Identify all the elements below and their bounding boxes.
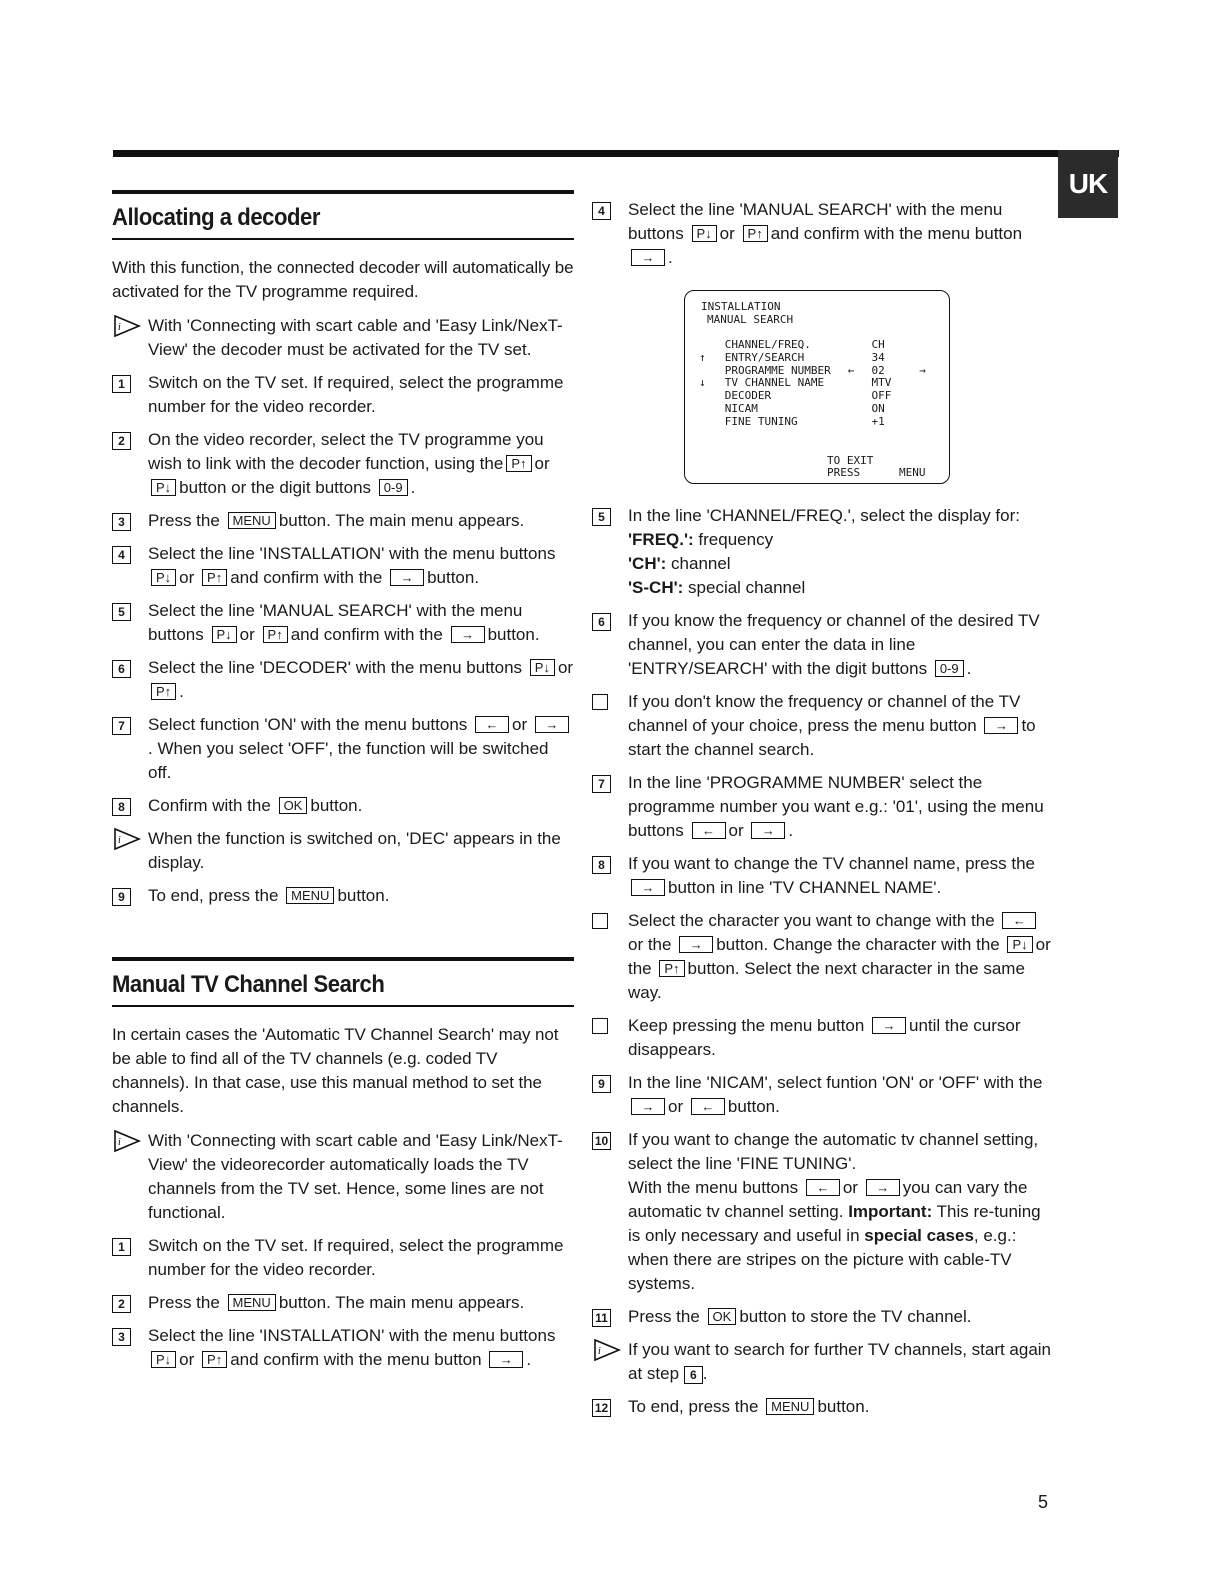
left-arrow-key: ← <box>806 1179 840 1196</box>
step-number: 4 <box>112 546 131 564</box>
step-number: 2 <box>112 432 131 450</box>
right-arrow-key: → <box>751 822 785 839</box>
step-number: 3 <box>112 1328 131 1346</box>
right-arrow-key: → <box>489 1351 523 1368</box>
step-number: 8 <box>112 798 131 816</box>
page-number: 5 <box>1038 1492 1049 1512</box>
section-rule <box>112 1005 574 1007</box>
screen-press-text: PRESS <box>827 466 861 479</box>
step-item: 11 Press the OK button to store the TV channel. <box>592 1305 1054 1329</box>
step-item: 9 In the line 'NICAM', select funtion 'ON' or 'OFF' with the → or ← button. <box>592 1071 1054 1119</box>
step-item: 4 Select the line 'INSTALLATION' with the menu buttons P↓ or P↑ and confirm with the → button. <box>112 542 574 590</box>
step-item: 3 Select the line 'INSTALLATION' with the menu buttons P↓ or P↑ and confirm with the menu button → . <box>112 1324 574 1372</box>
step-item: 7 In the line 'PROGRAMME NUMBER' select the programme number you want e.g.: '01', using the menu buttons ← or → . <box>592 771 1054 843</box>
digit-key: 0-9 <box>935 660 964 677</box>
right-arrow-key: → <box>984 717 1018 734</box>
step-number: 6 <box>112 660 131 678</box>
language-tab: UK <box>1058 150 1118 218</box>
step-item: 2 Press the MENU button. The main menu appears. <box>112 1291 574 1315</box>
step-number: 8 <box>592 856 611 874</box>
p-down-key: P↓ <box>151 479 176 496</box>
checkbox-icon <box>592 913 608 929</box>
p-down-key: P↓ <box>530 659 555 676</box>
step-number: 11 <box>592 1309 611 1327</box>
right-arrow-key: → <box>866 1179 900 1196</box>
step-reference: 6 <box>684 1366 703 1384</box>
tip-item: i When the function is switched on, 'DEC' appears in the display. <box>112 827 574 875</box>
intro-manual: In certain cases the 'Automatic TV Channel Search' may not be able to find all of the TV channels (e.g. coded TV channels). In that case, use this manual method to set the channels. <box>112 1025 559 1116</box>
tip-arrow-icon <box>112 314 142 338</box>
screen-menu-text: MENU <box>899 466 926 479</box>
p-down-key: P↓ <box>692 225 717 242</box>
step-number: 9 <box>112 888 131 906</box>
step-number: 7 <box>592 775 611 793</box>
step-item: 12 To end, press the MENU button. <box>592 1395 1054 1419</box>
right-arrow-key: → <box>535 716 569 733</box>
checkbox-item: Select the character you want to change with the ←or the → button. Change the character with the P↓ or the P↑ button. Select the next character in the same way. <box>592 909 1054 1005</box>
step-number: 5 <box>592 508 611 526</box>
digit-key: 0-9 <box>379 479 408 496</box>
p-up-key: P↑ <box>151 683 176 700</box>
right-arrow-key: → <box>631 879 665 896</box>
section-rule <box>112 957 574 961</box>
step-number: 4 <box>592 202 611 220</box>
right-arrow-key: → <box>872 1017 906 1034</box>
step-item: 2 On the video recorder, select the TV programme you wish to link with the decoder function, using the P↑ or P↓ button or the digit buttons 0-9 . <box>112 428 574 500</box>
p-down-key: P↓ <box>212 626 237 643</box>
svg-text:i: i <box>598 1346 601 1357</box>
p-down-key: P↓ <box>151 1351 176 1368</box>
menu-key: MENU <box>766 1398 814 1415</box>
right-arrow-key: → <box>390 569 424 586</box>
step-number: 9 <box>592 1075 611 1093</box>
step-item: 5 In the line 'CHANNEL/FREQ.', select the display for: 'FREQ.': frequency 'CH': channel 'S-CH': special channel <box>592 504 1054 600</box>
ok-key: OK <box>708 1308 737 1325</box>
section-rule <box>112 238 574 240</box>
ok-key: OK <box>279 797 308 814</box>
section-title-manual: Manual TV Channel Search <box>112 971 385 998</box>
tv-screen-menu <box>684 290 950 484</box>
screen-row: DECODER OFF <box>724 389 892 403</box>
step-item: 1 Switch on the TV set. If required, select the programme number for the video recorder. <box>112 371 574 419</box>
step-number: 12 <box>592 1399 611 1417</box>
p-up-key: P↑ <box>506 455 531 472</box>
step-item: 8 If you want to change the TV channel name, press the → button in line 'TV CHANNEL NAME'. <box>592 852 1054 900</box>
top-rule <box>113 150 1119 157</box>
step-number: 6 <box>592 613 611 631</box>
step-number: 10 <box>592 1132 611 1150</box>
step-item: 6 If you know the frequency or channel of the desired TV channel, you can enter the data in line 'ENTRY/SEARCH' with the digit buttons 0-9 . <box>592 609 1054 681</box>
tip-item: i With 'Connecting with scart cable and 'Easy Link/NexT-View' the decoder must be activated for the TV set. <box>112 314 574 362</box>
step-item: 10 If you want to change the automatic tv channel setting, select the line 'FINE TUNING'. With the menu buttons ← or → you can vary the automatic tv channel setting. Important: This re-tuning is only necessary and useful in special cases, e.g.: when there are stripes on the picture with cable-TV systems. <box>592 1128 1054 1296</box>
step-item: 4 Select the line 'MANUAL SEARCH' with the menu buttons P↓ or P↑ and confirm with the menu button → . <box>592 198 1054 270</box>
screen-row: ↑ ENTRY/SEARCH 34 <box>699 350 885 364</box>
checkbox-item: Keep pressing the menu button → until the cursor disappears. <box>592 1014 1054 1062</box>
tip-arrow-icon <box>112 1129 142 1153</box>
right-arrow-key: → <box>631 249 665 266</box>
step-item: 9 To end, press the MENU button. <box>112 884 574 908</box>
checkbox-icon <box>592 694 608 710</box>
menu-key: MENU <box>228 512 276 529</box>
screen-row: CHANNEL/FREQ. CH <box>724 338 885 351</box>
p-down-key: P↓ <box>1007 936 1032 953</box>
step-item: 1 Switch on the TV set. If required, select the programme number for the video recorder. <box>112 1234 574 1282</box>
right-arrow-key: → <box>679 936 713 953</box>
p-up-key: P↑ <box>202 1351 227 1368</box>
intro-decoder: With this function, the connected decoder will automatically be activated for the TV programme required. <box>112 258 574 301</box>
right-arrow-key: → <box>631 1098 665 1115</box>
right-column <box>592 198 1054 1428</box>
step-number: 1 <box>112 375 131 393</box>
svg-text:i: i <box>118 835 121 846</box>
left-arrow-key: ← <box>691 1098 725 1115</box>
menu-key: MENU <box>228 1294 276 1311</box>
screen-row: NICAM ON <box>724 401 885 415</box>
menu-key: MENU <box>286 887 334 904</box>
checkbox-item: If you don't know the frequency or channel of the TV channel of your choice, press the menu button → to start the channel search. <box>592 690 1054 762</box>
screen-header: INSTALLATION <box>701 300 781 313</box>
screen-row: FINE TUNING +1 <box>724 414 885 428</box>
step-number: 7 <box>112 717 131 735</box>
step-number: 2 <box>112 1295 131 1313</box>
left-column <box>112 190 574 1381</box>
right-arrow-key: → <box>451 626 485 643</box>
p-up-key: P↑ <box>743 225 768 242</box>
left-arrow-key: ← <box>692 822 726 839</box>
step-number: 3 <box>112 513 131 531</box>
svg-text:i: i <box>118 1137 121 1148</box>
p-up-key: P↑ <box>202 569 227 586</box>
step-item: 8 Confirm with the OK button. <box>112 794 574 818</box>
screen-subheader: MANUAL SEARCH <box>707 313 794 326</box>
svg-text:i: i <box>118 322 121 333</box>
tip-arrow-icon <box>112 827 142 851</box>
step-number: 1 <box>112 1238 131 1256</box>
p-up-key: P↑ <box>659 960 684 977</box>
section-rule <box>112 190 574 194</box>
step-number: 5 <box>112 603 131 621</box>
p-down-key: P↓ <box>151 569 176 586</box>
tip-arrow-icon <box>592 1338 622 1362</box>
screen-exit-text: TO EXIT <box>827 454 874 467</box>
screen-row: PROGRAMME NUMBER ← 02 → <box>724 363 926 377</box>
step-item: 6 Select the line 'DECODER' with the menu buttons P↓ or P↑ . <box>112 656 574 704</box>
tip-item: i With 'Connecting with scart cable and 'Easy Link/NexT-View' the videorecorder automatically loads the TV channels from the TV set. Hence, some lines are not functional. <box>112 1129 574 1225</box>
tip-item: i If you want to search for further TV channels, start again at step 6 . <box>592 1338 1054 1386</box>
screen-row: ↓ TV CHANNEL NAME MTV <box>699 376 892 390</box>
step-item: 5 Select the line 'MANUAL SEARCH' with the menu buttons P↓ or P↑ and confirm with the → button. <box>112 599 574 647</box>
step-item: 7 Select function 'ON' with the menu buttons ← or →. When you select 'OFF', the function will be switched off. <box>112 713 574 785</box>
section-title-decoder: Allocating a decoder <box>112 204 320 231</box>
checkbox-icon <box>592 1018 608 1034</box>
left-arrow-key: ← <box>1002 912 1036 929</box>
left-arrow-key: ← <box>475 716 509 733</box>
p-up-key: P↑ <box>263 626 288 643</box>
step-item: 3 Press the MENU button. The main menu appears. <box>112 509 574 533</box>
screen-rows <box>699 339 939 429</box>
